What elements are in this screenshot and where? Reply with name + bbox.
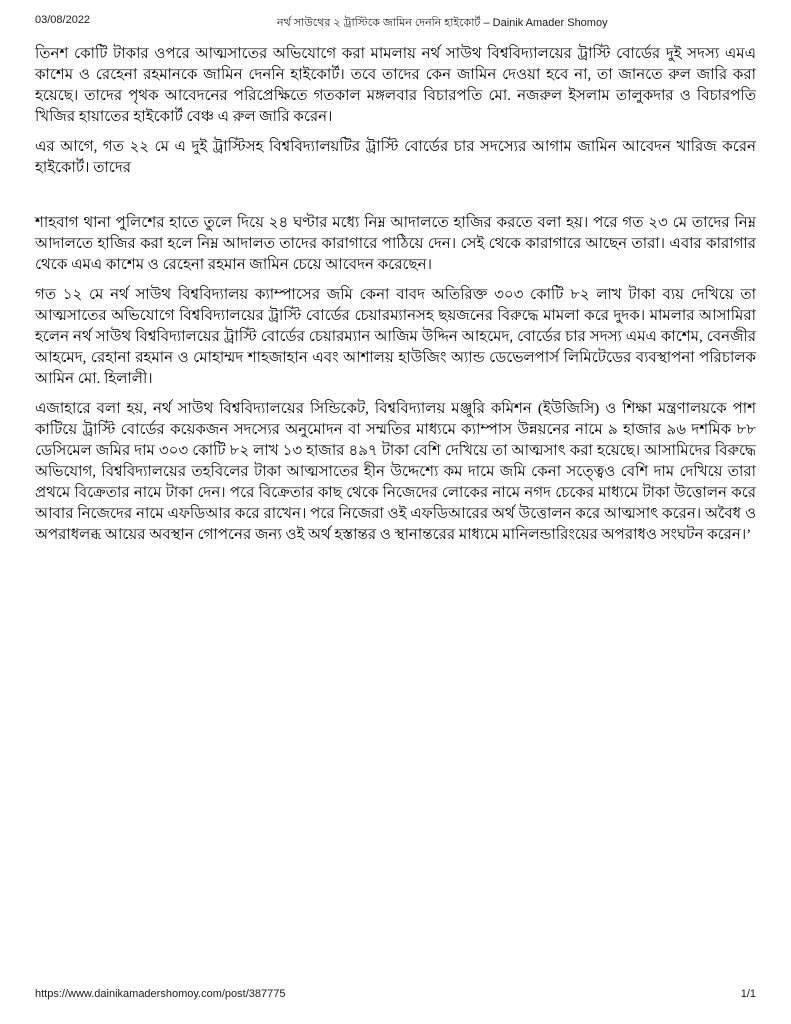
print-header [35,14,756,30]
article-paragraph: শাহবাগ থানা পুলিশের হাতে তুলে দিয়ে ২৪ ঘণ্টার মধ্যে নিম্ন আদালতে হাজির করতে বলা হয়। পরে গত ২৩ মে তাদের নিম্ন আদালতে হাজির করা হলে নিম্ন আদালত তাদের কারাগারে পাঠিয়ে দেন। সেই থেকে কারাগারে আছেন তারা। এবার কারাগার থেকে এমএ কাশেম ও রেহেনা রহমান জামিন চেয়ে আবেদন করেছেন। [35,215,756,273]
article-paragraph: এর আগে, গত ২২ মে এ দুই ট্রাস্টিসহ বিশ্ববিদ্যালয়টির ট্রাস্টি বোর্ডের চার সদস্যের আগাম জামিন আবেদন খারিজ করেন হাইকোর্ট। তাদের [35,139,756,176]
article-paragraph: এজাহারে বলা হয়, নর্থ সাউথ বিশ্ববিদ্যালয়ের সিন্ডিকেট, বিশ্ববিদ্যালয় মঞ্জুরি কমিশন (ইউজিসি) ও শিক্ষা মন্ত্রণালয়কে পাশ কাটিয়ে ট্রাস্টি বোর্ডের কয়েকজন সদস্যের অনুমোদন বা সম্মতির মাধ্যমে ক্যাম্পাস উন্নয়নের নামে ৯ হাজার ৯৬ দশমিক ৮৮ ডেসিমেল জমির দাম ৩০৩ কোটি ৮২ লাখ ১৩ হাজার ৪৯৭ টাকা বেশি দেখিয়ে তা আত্মসাৎ করা হয়েছে। আসামিদের বিরুদ্ধে অভিযোগ, বিশ্ববিদ্যালয়ের তহবিলের টাকা আত্মসাতের হীন উদ্দেশ্যে কম দামে জমি কেনা সত্ত্বেও বেশি দাম দেখিয়ে তারা প্রথমে বিক্রেতার নামে টাকা দেন। পরে বিক্রেতার কাছ থেকে নিজেদের লোকের নামে নগদ চেকের মাধ্যমে টাকা উত্তোলন করে আবার নিজেদের নামে এফডিআর করে রাখেন। পরে নিজেরা ওই এফডিআরের অর্থ উত্তোলন করে আত্মসাৎ করেন। অবৈধ ও অপরাধলব্ধ আয়ের অবস্থান গোপনের জন্য ওই অর্থ হস্তান্তর ও স্থানান্তরের মাধ্যমে মানিলন্ডারিংয়ের অপরাধও সংঘটন করেন।’ [35,401,756,543]
article-body [35,44,756,555]
print-footer [35,988,756,1000]
article-paragraph: গত ১২ মে নর্থ সাউথ বিশ্ববিদ্যালয় ক্যাম্পাসের জমি কেনা বাবদ অতিরিক্ত ৩০৩ কোটি ৮২ লাখ টাকা ব্যয় দেখিয়ে তা আত্মসাতের অভিযোগে বিশ্ববিদ্যালয়ের ট্রাস্টি বোর্ডের চেয়ারম্যানসহ ছয়জনের বিরুদ্ধে মামলা করে দুদক। মামলার আসামিরা হলেন নর্থ সাউথ বিশ্ববিদ্যালয়ের ট্রাস্টি বোর্ডের চেয়ারম্যান আজিম উদ্দিন আহমেদ, বোর্ডের চার সদস্য এমএ কাশেম, বেনজীর আহমেদ, রেহানা রহমান ও মোহাম্মদ শাহজাহান এবং আশালয় হাউজিং অ্যান্ড ডেভেলপার্স লিমিটেডের ব্যবস্থাপনা পরিচালক আমিন মো. হিলালী। [35,287,756,387]
print-date: 03/08/2022 [35,14,91,26]
source-url: https://www.dainikamadershomoy.com/post/387775 [35,988,286,1000]
article-paragraph: তিনশ কোটি টাকার ওপরে আত্মসাতের অভিযোগে করা মামলায় নর্থ সাউথ বিশ্ববিদ্যালয়ের ট্রাস্টি বোর্ডের দুই সদস্য এমএ কাশেম ও রেহেনা রহমানকে জামিন দেননি হাইকোর্ট। তবে তাদের কেন জামিন দেওয়া হবে না, তা জানতে রুল জারি করা হয়েছে। তাদের পৃথক আবেদনের পরিপ্রেক্ষিতে গতকাল মঙ্গলবার বিচারপতি মো. নজরুল ইসলাম তালুকদার ও বিচারপতি খিজির হায়াতের হাইকোর্ট বেঞ্চ এ রুল জারি করেন। [35,46,756,125]
print-title: নর্থ সাউথের ২ ট্রাস্টিকে জামিন দেননি হাইকোর্ট – Dainik Amader Shomoy [277,17,608,29]
page-indicator: 1/1 [740,988,756,1000]
